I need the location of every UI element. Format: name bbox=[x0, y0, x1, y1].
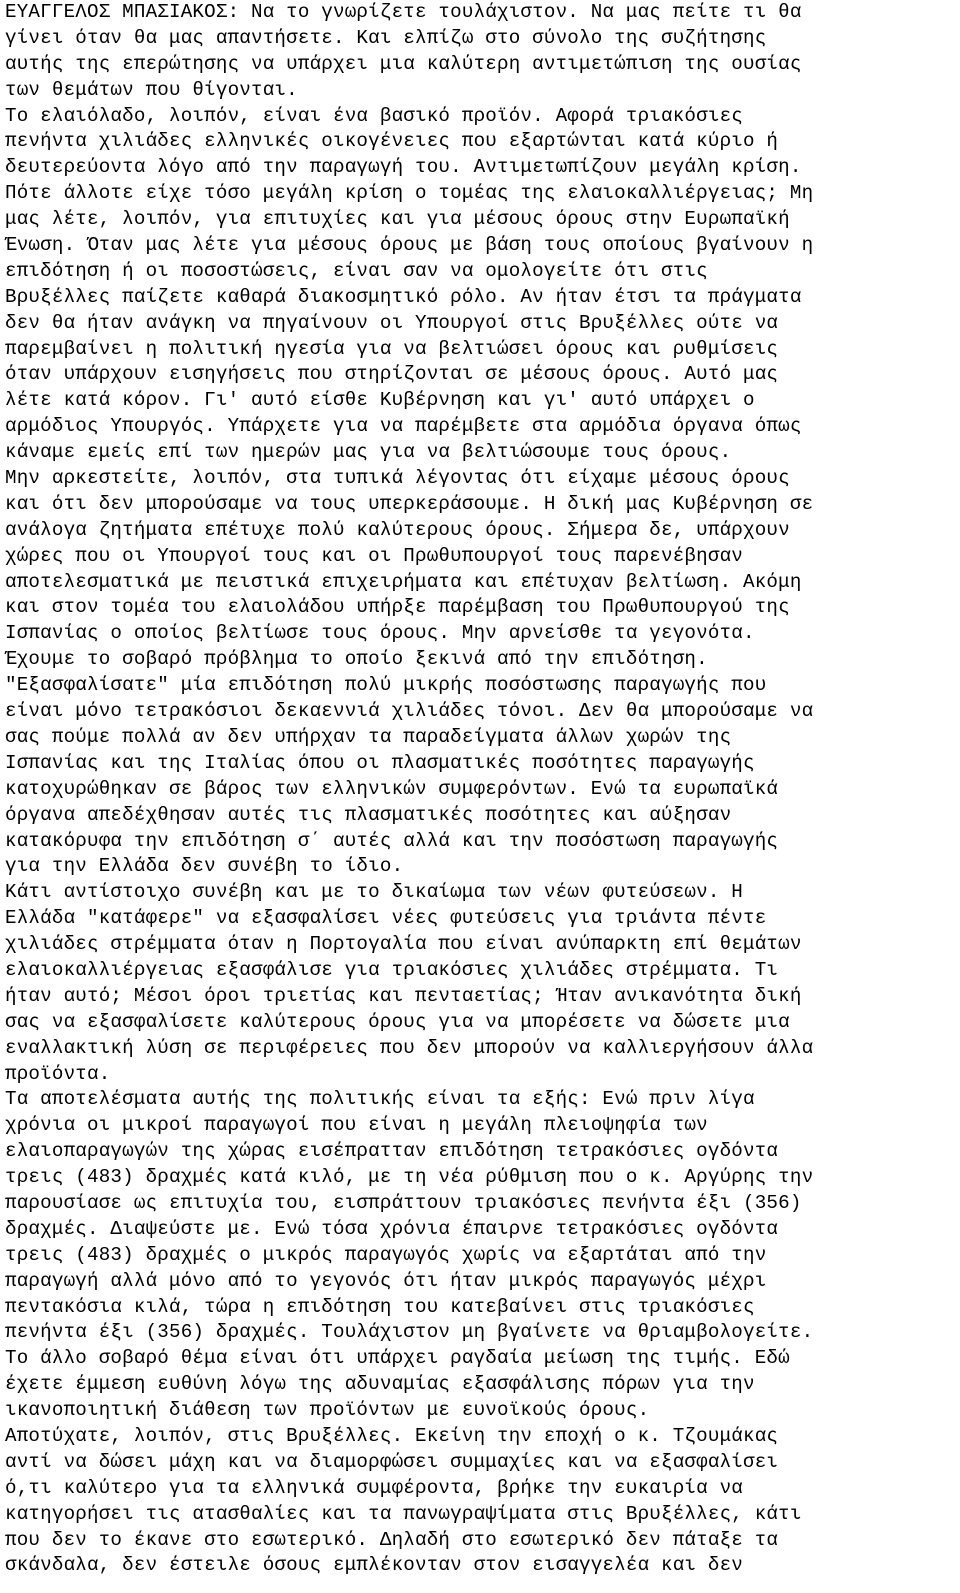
text-line: ικανοποιητική διάθεση των προϊόντων με ευνοϊκούς όρους. bbox=[5, 1399, 650, 1422]
text-line: δραχμές. Διαψεύστε με. Ενώ τόσα χρόνια έπαιρνε τετρακόσιες ογδόντα bbox=[5, 1217, 779, 1240]
text-line: σας να εξασφαλίσετε καλύτερους όρους για να μπορέσετε να δώσετε μια bbox=[5, 1010, 790, 1033]
text-line: κατοχυρώθηκαν σε βάρος των ελληνικών συμφερόντων. Ενώ τα ευρωπαϊκά bbox=[5, 777, 779, 800]
text-line: Έχουμε το σοβαρό πρόβλημα το οποίο ξεκινά από την επιδότηση. bbox=[5, 648, 708, 671]
text-line: μας λέτε, λοιπόν, για επιτυχίες και για μέσους όρους στην Ευρωπαϊκή bbox=[5, 208, 790, 231]
text-line: τρεις (483) δραχμές ο μικρός παραγωγός χωρίς να εξαρτάται από την bbox=[5, 1243, 767, 1266]
text-line: είναι μόνο τετρακόσιοι δεκαεννιά χιλιάδες τόνοι. Δεν θα μπορούσαμε να bbox=[5, 700, 814, 723]
text-line: και ότι δεν μπορούσαμε να τους υπερκεράσουμε. Η δική μας Κυβέρνηση σε bbox=[5, 492, 814, 515]
text-line: γίνει όταν θα μας απαντήσετε. Και ελπίζω στο σύνολο της συζήτησης bbox=[5, 26, 767, 49]
text-line: παρουσίασε ως επιτυχία του, εισπράττουν τριακόσιες πενήντα έξι (356) bbox=[5, 1191, 802, 1214]
text-line: Τα αποτελέσματα αυτής της πολιτικής είναι τα εξής: Ενώ πριν λίγα bbox=[5, 1088, 755, 1111]
text-line: αυτής της επερώτησης να υπάρχει μια καλύτερη αντιμετώπιση της ουσίας bbox=[5, 52, 802, 75]
text-line: τρεις (483) δραχμές κατά κιλό, με τη νέα ρύθμιση που ο κ. Αργύρης την bbox=[5, 1166, 814, 1189]
text-line: των θεμάτων που θίγονται. bbox=[5, 78, 298, 101]
text-line: ήταν αυτό; Μέσοι όροι τριετίας και πενταετίας; Ήταν ανικανότητα δική bbox=[5, 984, 802, 1007]
text-line: πενήντα χιλιάδες ελληνικές οικογένειες που εξαρτώνται κατά κύριο ή bbox=[5, 130, 779, 153]
text-line: χιλιάδες στρέμματα όταν η Πορτογαλία που είναι ανύπαρκτη επί θεμάτων bbox=[5, 933, 802, 956]
text-line: κατακόρυφα την επιδότηση σ΄ αυτές αλλά και την ποσόστωση παραγωγής bbox=[5, 829, 779, 852]
text-line: αποτελεσματικά με πειστικά επιχειρήματα και επέτυχαν βελτίωση. Ακόμη bbox=[5, 570, 802, 593]
text-line: σας πούμε πολλά αν δεν υπήρχαν τα παραδείγματα άλλων χωρών της bbox=[5, 725, 732, 748]
text-line: αντί να δώσει μάχη και να διαμορφώσει συμμαχίες και να εξασφαλίσει bbox=[5, 1450, 779, 1473]
text-line: Μην αρκεστείτε, λοιπόν, στα τυπικά λέγοντας ότι είχαμε μέσους όρους bbox=[5, 467, 790, 490]
text-line: ελαιοκαλλιέργειας εξασφάλισε για τριακόσιες χιλιάδες στρέμματα. Τι bbox=[5, 958, 779, 981]
text-line: Ελλάδα "κατάφερε" να εξασφαλίσει νέες φυτεύσεις για τριάντα πέντε bbox=[5, 907, 767, 930]
text-line: παρεμβαίνει η πολιτική ηγεσία για να βελτιώσει όρους και ρυθμίσεις bbox=[5, 337, 779, 360]
text-line: χώρες που οι Υπουργοί τους και οι Πρωθυπουργοί τους παρενέβησαν bbox=[5, 544, 744, 567]
text-line: δεν θα ήταν ανάγκη να πηγαίνουν οι Υπουργοί στις Βρυξέλλες ούτε να bbox=[5, 311, 779, 334]
text-line: παραγωγή αλλά μόνο από το γεγονός ότι ήταν μικρός παραγωγός μέχρι bbox=[5, 1269, 767, 1292]
text-line: Ισπανίας ο οποίος βελτίωσε τους όρους. Μην αρνείσθε τα γεγονότα. bbox=[5, 622, 755, 645]
text-line: κάναμε εμείς επί των ημερών μας για να βελτιώσουμε τους όρους. bbox=[5, 441, 732, 464]
text-line: λέτε κατά κόρον. Γι' αυτό είσθε Κυβέρνηση και γι' αυτό υπάρχει ο bbox=[5, 389, 755, 412]
text-line: όταν υπάρχουν εισηγήσεις που στηρίζονται σε μέσους όρους. Αυτό μας bbox=[5, 363, 779, 386]
text-line: επιδότηση ή οι ποσοστώσεις, είναι σαν να ομολογείτε ότι στις bbox=[5, 259, 708, 282]
text-line: εναλλακτική λύση σε περιφέρειες που δεν μπορούν να καλλιεργήσουν άλλα bbox=[5, 1036, 814, 1059]
text-line: Βρυξέλλες παίζετε καθαρά διακοσμητικό ρόλο. Αν ήταν έτσι τα πράγματα bbox=[5, 285, 802, 308]
text-line: που δεν το έκανε στο εσωτερικό. Δηλαδή στο εσωτερικό δεν πάταξε τα bbox=[5, 1528, 779, 1551]
text-line: Ένωση. Όταν μας λέτε για μέσους όρους με βάση τους οποίους βγαίνουν η bbox=[5, 234, 814, 257]
text-line: ό,τι καλύτερο για τα ελληνικά συμφέροντα, βρήκε την ευκαιρία να bbox=[5, 1476, 744, 1499]
text-line: ανάλογα ζητήματα επέτυχε πολύ καλύτερους όρους. Σήμερα δε, υπάρχουν bbox=[5, 518, 790, 541]
text-line: σκάνδαλα, δεν έστειλε όσους εμπλέκονταν στον εισαγγελέα και δεν bbox=[5, 1554, 744, 1577]
text-line: ελαιοπαραγωγών της χώρας εισέπρατταν επιδότηση τετρακόσιες ογδόντα bbox=[5, 1140, 779, 1163]
text-line: Ισπανίας και της Ιταλίας όπου οι πλασματικές ποσότητες παραγωγής bbox=[5, 751, 755, 774]
text-line: έχετε έμμεση ευθύνη λόγω της αδυναμίας εξασφάλισης πόρων για την bbox=[5, 1373, 755, 1396]
text-line: "Εξασφαλίσατε" μία επιδότηση πολύ μικρής ποσόστωσης παραγωγής που bbox=[5, 674, 767, 697]
text-line: και στον τομέα του ελαιολάδου υπήρξε παρέμβαση του Πρωθυπουργού της bbox=[5, 596, 790, 619]
text-line: για την Ελλάδα δεν συνέβη το ίδιο. bbox=[5, 855, 404, 878]
text-line: προϊόντα. bbox=[5, 1062, 111, 1085]
text-line: ΕΥΑΓΓΕΛΟΣ ΜΠΑΣΙΑΚΟΣ: Να το γνωρίζετε τουλάχιστον. Να μας πείτε τι θα bbox=[5, 1, 802, 23]
text-line: Αποτύχατε, λοιπόν, στις Βρυξέλλες. Εκείνη την εποχή ο κ. Τζουμάκας bbox=[5, 1424, 779, 1447]
text-line: Πότε άλλοτε είχε τόσο μεγάλη κρίση ο τομέας της ελαιοκαλλιέργειας; Μη bbox=[5, 182, 814, 205]
text-line: δευτερεύοντα λόγο από την παραγωγή του. Αντιμετωπίζουν μεγάλη κρίση. bbox=[5, 156, 802, 179]
text-line: Το άλλο σοβαρό θέμα είναι ότι υπάρχει ραγδαία μείωση της τιμής. Εδώ bbox=[5, 1347, 790, 1370]
text-line: κατηγορήσει τις ατασθαλίες και τα πανωγραψίματα στις Βρυξέλλες, κάτι bbox=[5, 1502, 802, 1525]
text-line: αρμόδιος Υπουργός. Υπάρχετε για να παρέμβετε στα αρμόδια όργανα όπως bbox=[5, 415, 802, 438]
text-line: πενήντα έξι (356) δραχμές. Τουλάχιστον μη βγαίνετε να θριαμβολογείτε. bbox=[5, 1321, 814, 1344]
text-line: όργανα απεδέχθησαν αυτές τις πλασματικές ποσότητες και αύξησαν bbox=[5, 803, 732, 826]
text-line: Το ελαιόλαδο, λοιπόν, είναι ένα βασικό προϊόν. Αφορά τριακόσιες bbox=[5, 104, 744, 127]
text-line: πεντακόσια κιλά, τώρα η επιδότηση του κατεβαίνει στις τριακόσιες bbox=[5, 1295, 755, 1318]
text-line: Κάτι αντίστοιχο συνέβη και με το δικαίωμα των νέων φυτεύσεων. Η bbox=[5, 881, 744, 904]
text-line: χρόνια οι μικροί παραγωγοί που είναι η μεγάλη πλειοψηφία των bbox=[5, 1114, 708, 1137]
